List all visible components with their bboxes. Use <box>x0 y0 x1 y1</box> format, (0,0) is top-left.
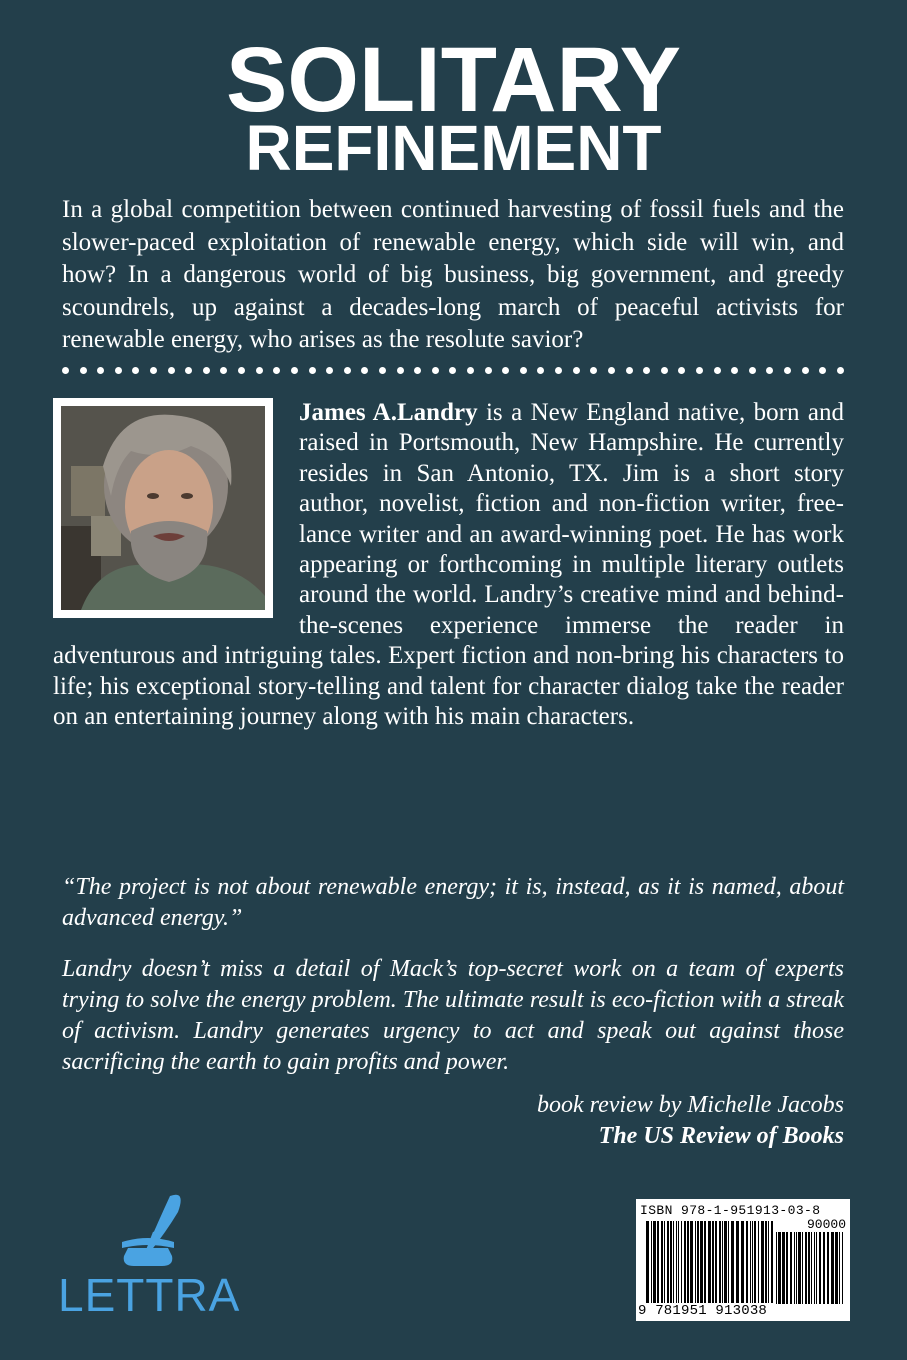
barcode-bar <box>831 1232 834 1304</box>
divider-dot <box>626 367 633 374</box>
divider-dot <box>185 367 192 374</box>
divider-dot <box>502 367 509 374</box>
divider-dot <box>449 367 456 374</box>
barcode-bar <box>782 1232 785 1304</box>
barcode-bar <box>684 1221 686 1303</box>
price-code: 90000 <box>806 1217 846 1232</box>
divider-dot <box>555 367 562 374</box>
author-portrait-photo <box>61 406 265 610</box>
divider-dot <box>802 367 809 374</box>
divider-dot <box>62 367 69 374</box>
divider-dot <box>485 367 492 374</box>
barcode-bar <box>765 1221 767 1303</box>
divider-dot <box>520 367 527 374</box>
divider-dot <box>432 367 439 374</box>
divider-dot <box>273 367 280 374</box>
review-byline <box>537 1090 844 1152</box>
divider-dot <box>132 367 139 374</box>
barcode-bar <box>741 1221 744 1303</box>
divider-dot <box>819 367 826 374</box>
barcode-bar <box>731 1221 734 1303</box>
divider-dot <box>678 367 685 374</box>
review-publication: The US Review of Books <box>598 1123 844 1149</box>
barcode-bar <box>778 1232 781 1304</box>
review-text: Landry doesn’t miss a detail of Mack’s top-secret work on a team of experts trying to solve the energy problem. The ultimate result is eco-fiction with a streak of activism. Landry generates urgency to act and speak out against those sacrificing the earth to gain profits and power. <box>62 956 844 1075</box>
divider-dot <box>326 367 333 374</box>
barcode-bar <box>839 1232 840 1304</box>
barcode-bar <box>835 1232 838 1304</box>
divider-dot <box>203 367 210 374</box>
divider-dot <box>414 367 421 374</box>
ean-digits: 9 781951 913038 <box>638 1303 768 1319</box>
title-line-2: REFINEMENT <box>245 112 662 184</box>
barcode-bar <box>715 1221 717 1303</box>
barcode-bar <box>678 1221 679 1303</box>
publisher-logo-text: LETTRA <box>58 1269 241 1321</box>
barcode-bar <box>771 1221 773 1303</box>
divider-dot <box>467 367 474 374</box>
barcode-bar <box>746 1221 748 1303</box>
price-barcode-bars <box>776 1232 844 1304</box>
barcode-bar <box>724 1221 727 1303</box>
divider-dot <box>150 367 157 374</box>
divider-dot <box>379 367 386 374</box>
blurb-paragraph: In a global competition between continued harvesting of fossil fuels and the slower-paced exploitation of renewable energy, which side will win, and how? In a dangerous world of big business, big government, and greedy scoundrels, up against a decades-long march of peaceful activists for renewable energy, who arises as the resolute savior? <box>62 196 844 353</box>
barcode-bar <box>802 1232 803 1304</box>
barcode-bar <box>827 1232 829 1304</box>
divider-dot <box>696 367 703 374</box>
barcode-bar <box>687 1221 689 1303</box>
barcode-bar <box>657 1221 659 1303</box>
barcode-bar <box>722 1221 723 1303</box>
barcode-bar <box>681 1221 682 1303</box>
barcode-bar <box>646 1221 649 1303</box>
barcode-bar <box>814 1232 815 1304</box>
divider-dot <box>766 367 773 374</box>
ean-barcode-bars <box>646 1221 774 1303</box>
barcode-bar <box>712 1221 714 1303</box>
barcode-bar <box>695 1221 696 1303</box>
divider-dot <box>238 367 245 374</box>
divider-dot <box>661 367 668 374</box>
barcode-bar <box>761 1221 764 1303</box>
divider-dot <box>309 367 316 374</box>
barcode-bar <box>798 1232 801 1304</box>
isbn-label: ISBN 978-1-951913-03-8 <box>640 1203 821 1218</box>
divider-dot <box>749 367 756 374</box>
barcode-bar <box>728 1221 729 1303</box>
review-quote: “The project is not about renewable energy; it is, instead, as it is named, about advanced energy.” <box>62 874 844 931</box>
barcode-bar <box>790 1232 792 1304</box>
barcode-bar <box>758 1221 759 1303</box>
title-line-1: SOLITARY <box>226 29 681 131</box>
divider-dot <box>643 367 650 374</box>
divider-dot <box>714 367 721 374</box>
barcode-bar <box>823 1232 825 1304</box>
barcode-bar <box>736 1221 739 1303</box>
divider-dot <box>397 367 404 374</box>
barcode-bar <box>752 1221 753 1303</box>
barcode-bar <box>708 1221 711 1303</box>
barcode-bar <box>719 1221 721 1303</box>
divider-dot <box>837 367 844 374</box>
divider-dot <box>97 367 104 374</box>
barcode-bar <box>704 1221 706 1303</box>
barcode-bar <box>794 1232 795 1304</box>
barcode-bar <box>842 1232 843 1304</box>
divider-dot <box>344 367 351 374</box>
divider-dot <box>731 367 738 374</box>
barcode-bar <box>796 1232 797 1304</box>
barcode-bar <box>661 1221 663 1303</box>
author-photo-frame <box>53 398 273 618</box>
divider-dot <box>784 367 791 374</box>
barcode-bar <box>776 1232 777 1304</box>
barcode-bar <box>754 1221 756 1303</box>
divider-dot <box>220 367 227 374</box>
barcode-bar <box>690 1221 693 1303</box>
barcode-bar <box>667 1221 669 1303</box>
barcode-bar <box>653 1221 656 1303</box>
barcode-bar <box>697 1221 699 1303</box>
divider-dot <box>608 367 615 374</box>
divider-dot <box>537 367 544 374</box>
barcode-bar <box>670 1221 672 1303</box>
isbn-barcode <box>636 1199 850 1321</box>
barcode-bar <box>651 1221 652 1303</box>
divider-dot <box>80 367 87 374</box>
divider-dot <box>115 367 122 374</box>
divider-dot <box>168 367 175 374</box>
divider-dot <box>256 367 263 374</box>
barcode-bar <box>673 1221 674 1303</box>
barcode-bar <box>786 1232 788 1304</box>
barcode-bar <box>816 1232 817 1304</box>
barcode-bar <box>750 1221 751 1303</box>
divider-dot <box>573 367 580 374</box>
author-bio-text: is a New England native, born and raised in Portsmouth, New Hampshire. He currently resides in San Antonio, TX. Jim is a short story author, novelist, fiction and non-fiction writer, free-lance writer and an award-winning poet. He has work appearing or forthcoming in multiple literary outlets around the world. Landry’s creative mind and behind-the-scenes experience immerse the reader in adventurous and intriguing tales. Expert fiction and non-bring his characters to life; his exceptional story-telling and talent for character dialog take the reader on an entertaining journey along with his main characters. <box>53 399 845 731</box>
reviewer-name: book review by Michelle Jacobs <box>537 1092 844 1118</box>
barcode-bar <box>676 1221 677 1303</box>
author-name: James A.Landry <box>299 399 478 426</box>
barcode-bar <box>700 1221 703 1303</box>
barcode-bar <box>811 1232 812 1304</box>
dotted-divider <box>62 362 844 378</box>
divider-dot <box>590 367 597 374</box>
divider-dot <box>291 367 298 374</box>
barcode-bar <box>664 1221 665 1303</box>
divider-dot <box>361 367 368 374</box>
barcode-bar <box>808 1232 810 1304</box>
barcode-bar <box>819 1232 821 1304</box>
author-portrait-illustration <box>61 406 265 610</box>
barcode-bar <box>805 1232 807 1304</box>
barcode-bar <box>768 1221 769 1303</box>
